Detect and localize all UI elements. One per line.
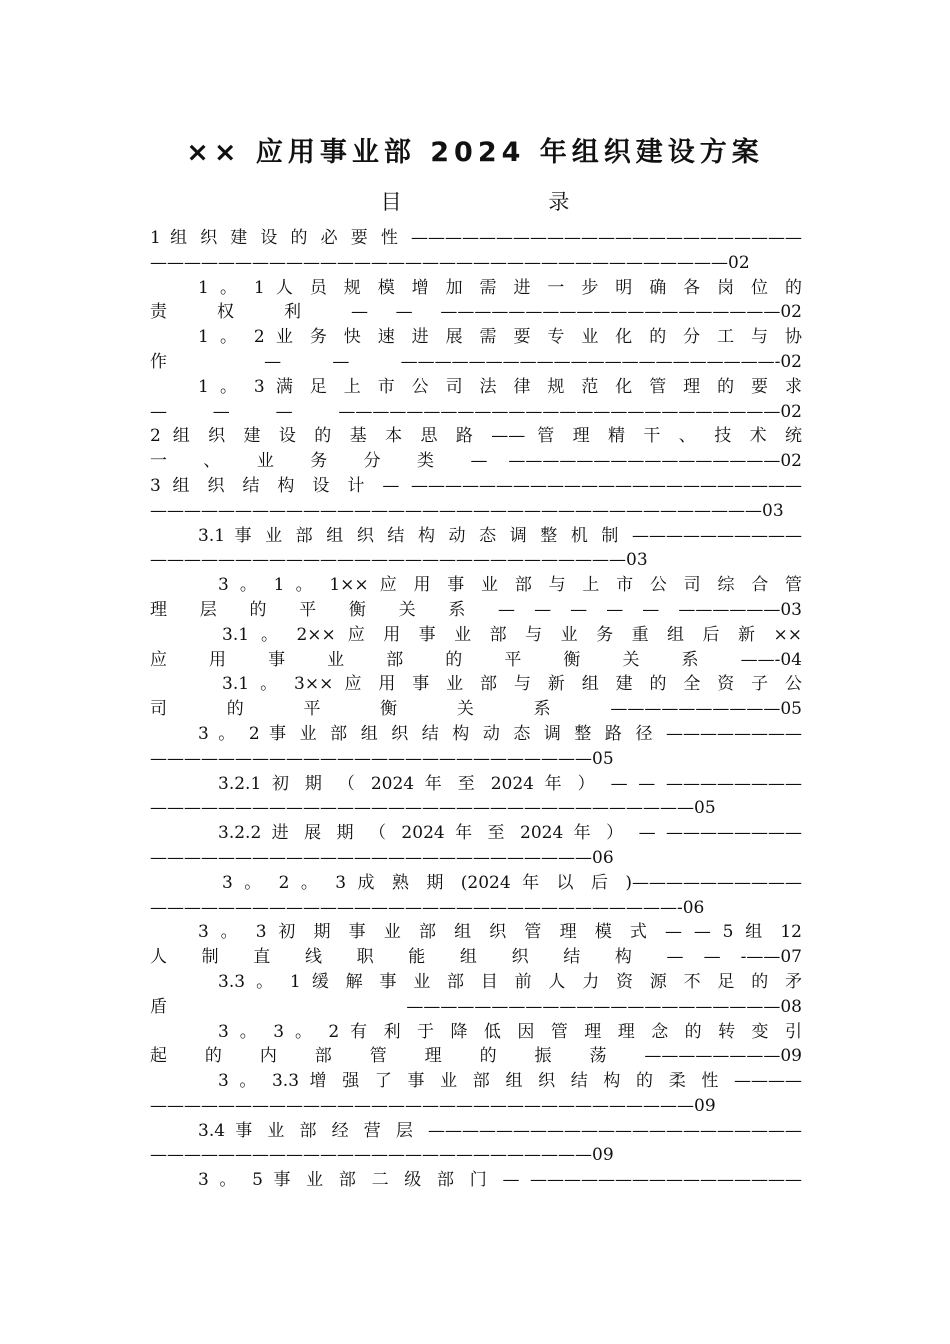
toc-line[interactable]: 3.1 。 2×× 应 用 事 业 部 与 业 务 重 组 后 新 ××	[222, 624, 802, 645]
toc-line[interactable]: ——————————————————————————06	[150, 847, 614, 868]
toc-line[interactable]: ——————————————————————————05	[150, 748, 614, 769]
toc-line[interactable]: ——————————————————————————————————02	[150, 252, 750, 273]
toc-line[interactable]: 3 。 2 事 业 部 组 织 结 构 动 态 调 整 路 径 ————————	[198, 723, 802, 744]
toc-line[interactable]: 2 组 织 建 设 的 基 本 思 路 —— 管 理 精 干 、 技 术 统	[150, 426, 802, 447]
toc-line[interactable]: 应 用 事 业 部 的 平 衡 关 系 ——-04	[150, 649, 802, 670]
toc-line[interactable]: 3.1 。 3×× 应 用 事 业 部 与 新 组 建 的 全 资 子 公	[222, 674, 802, 695]
toc-line[interactable]: 3 。 3.3 增 强 了 事 业 部 组 织 结 构 的 柔 性 ————	[218, 1071, 802, 1092]
toc-line[interactable]: 3 。 2 。 3 成 熟 期 (2024 年 以 后 )——————————	[222, 872, 802, 893]
toc-line[interactable]: 司 的 平 衡 关 系 ——————————05	[150, 699, 802, 720]
toc-line[interactable]: 3 。 3 初 期 事 业 部 组 织 管 理 模 式 — — 5 组 12	[198, 922, 802, 943]
toc-line[interactable]: ——————————————————————————09	[150, 1145, 614, 1166]
document-title: ×× 应用事业部 2024 年组织建设方案	[186, 137, 764, 168]
toc-line[interactable]: 一 、 业 务 分 类 — ————————————————02	[150, 451, 802, 472]
toc-line[interactable]: 人 制 直 线 职 能 组 织 结 构 — — -——07	[150, 947, 802, 968]
toc-line[interactable]: ————————————————————————————————————03	[150, 500, 784, 521]
toc-line[interactable]: ————————————————————————————————09	[150, 1095, 716, 1116]
toc-line[interactable]: ————————————————————————————————05	[150, 798, 716, 819]
toc-line[interactable]: — — — ——————————————————————————02	[150, 401, 802, 422]
toc-line[interactable]: 3 。 1 。 1×× 应 用 事 业 部 与 上 市 公 司 综 合 管	[218, 575, 802, 596]
toc-heading: 目 录	[380, 190, 640, 214]
toc-line[interactable]: 起 的 内 部 管 理 的 振 荡 ————————09	[150, 1046, 802, 1067]
toc-line[interactable]: 3.2.1 初 期 （ 2024 年 至 2024 年 ） — — ————————	[218, 773, 802, 794]
toc-line[interactable]: 3 。 5 事 业 部 二 级 部 门 — ————————————————	[198, 1170, 802, 1191]
toc-line[interactable]: 1 。 3 满 足 上 市 公 司 法 律 规 范 化 管 理 的 要 求	[198, 376, 802, 397]
toc-line[interactable]: 作 — — ——————————————————————-02	[150, 351, 802, 372]
toc-line[interactable]: 3.3 。 1 缓 解 事 业 部 目 前 人 力 资 源 不 足 的 矛	[218, 971, 802, 992]
toc-line[interactable]: 责 权 利 — — ————————————————————02	[150, 302, 802, 323]
toc-line[interactable]: 1 组 织 建 设 的 必 要 性 ———————————————————————	[150, 228, 802, 248]
toc-line[interactable]: 3.1 事 业 部 组 织 结 构 动 态 调 整 机 制 ——————————	[198, 525, 802, 546]
toc-line[interactable]: ———————————————————————————————-06	[150, 897, 705, 918]
toc-line[interactable]: 3 组 织 结 构 设 计 — ———————————————————————	[150, 475, 802, 496]
toc-line[interactable]: ————————————————————————————03	[150, 550, 648, 571]
toc-line[interactable]: 盾 ——————————————————————08	[150, 996, 802, 1017]
toc-line[interactable]: 1 。 1 人 员 规 模 增 加 需 进 一 步 明 确 各 岗 位 的	[198, 277, 802, 298]
toc-line[interactable]: 1 。 2 业 务 快 速 进 展 需 要 专 业 化 的 分 工 与 协	[198, 327, 802, 348]
toc-line[interactable]: 3 。 3 。 2 有 利 于 降 低 因 管 理 理 念 的 转 变 引	[218, 1021, 802, 1042]
toc-line[interactable]: 3.2.2 进 展 期 （ 2024 年 至 2024 年 ） — ————————	[218, 823, 802, 844]
table-of-contents	[150, 226, 802, 1193]
toc-line[interactable]: 3.4 事 业 部 经 营 层 ——————————————————————	[198, 1120, 802, 1141]
toc-line[interactable]: 理 层 的 平 衡 关 系 — — — — — ——————03	[150, 599, 802, 620]
